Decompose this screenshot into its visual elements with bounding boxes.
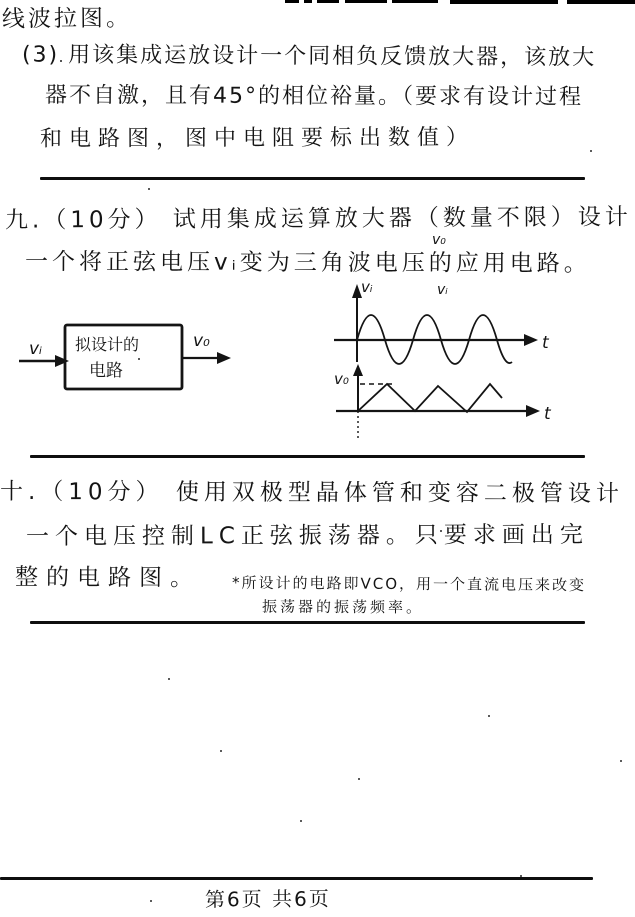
question-10-note-line-1: *所设计的电路即VCO，用一个直流电压来改变 [231, 573, 587, 595]
triangle-x-axis-arrowhead-icon [526, 405, 540, 417]
block-input-voltage-label: vᵢ [29, 339, 43, 359]
top-edge-artifact [345, 0, 387, 3]
question-10-line-3: 整的电路图。 [14, 564, 202, 592]
q9-input-voltage-annotation: vᵢ [437, 282, 448, 298]
separator-3 [30, 621, 585, 624]
triangle-x-axis-label: t [544, 404, 551, 424]
top-edge-artifact [567, 0, 635, 4]
question-9-line-2: 一个将正弦电压vᵢ变为三角波电压的应用电路。 [24, 249, 591, 277]
question-10-line-2: 一个电压控制LC正弦振荡器。只要求画出完 [25, 522, 589, 550]
question-3-line-2: 器不自激，且有45°的相位裕量。（要求有设计过程 [44, 83, 584, 110]
input-arrowhead-icon [55, 355, 69, 367]
triangle-wave-curve [358, 384, 502, 412]
triangle-y-axis-label: v₀ [334, 370, 349, 388]
separator-1 [40, 177, 585, 180]
triangle-y-axis-arrowhead-icon [353, 364, 363, 376]
waveform-plots [328, 278, 635, 458]
sine-x-axis-arrowhead-icon [524, 334, 538, 346]
continuation-line: 线波拉图。 [1, 5, 133, 33]
sine-x-axis-label: t [542, 333, 549, 353]
top-edge-artifact [304, 0, 312, 3]
top-edge-artifact [285, 0, 299, 3]
circuit-box-label-line1: 拟设计的 [75, 335, 140, 354]
question-3-line-1: (3) 用该集成运放设计一个同相负反馈放大器，该放大 [21, 42, 597, 71]
top-edge-artifact [317, 0, 339, 3]
footer-page-number: 第6页 共6页 [204, 886, 331, 912]
question-9-line-1: 九.（10分） 试用集成运算放大器（数量不限）设计 [4, 204, 632, 234]
block-output-voltage-label: v₀ [193, 331, 210, 351]
question-3-line-3: 和电路图，图中电阻要标出数值） [39, 125, 476, 152]
sine-y-axis-label: vᵢ [361, 278, 373, 296]
top-edge-artifact [450, 0, 558, 4]
circuit-box-label-line2: 电路 [89, 361, 123, 381]
footer-rule [0, 877, 593, 880]
question-10-line-1: 十.（10分） 使用双极型晶体管和变容二极管设计 [0, 478, 624, 508]
question-10-note-line-2: 振荡器的振荡频率。 [261, 597, 425, 617]
block-diagram [15, 298, 260, 423]
top-edge-artifact [392, 0, 438, 3]
output-arrowhead-icon [217, 352, 231, 364]
q9-output-voltage-annotation: v₀ [432, 232, 446, 248]
separator-2 [30, 455, 585, 458]
